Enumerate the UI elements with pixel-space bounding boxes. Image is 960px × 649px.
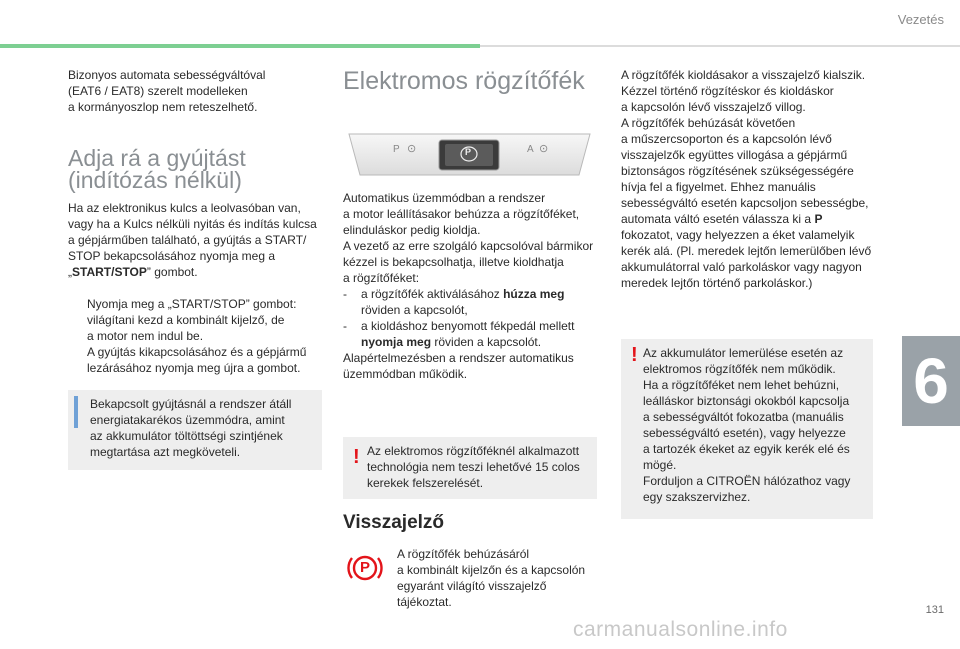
page-number: 131 (925, 604, 944, 616)
chapter-tab: 6 (902, 336, 960, 426)
watermark: carmanualsonline.info (573, 618, 788, 641)
panel-label-p-center: P (465, 147, 472, 157)
warning-icon: ! (631, 344, 638, 366)
ignition-steps (68, 296, 318, 376)
parking-brake-panel-illustration (343, 126, 596, 181)
info-icon (74, 396, 78, 428)
panel-label-circle-right: ⊙ (539, 143, 549, 155)
panel-label-circle-left: ⊙ (407, 143, 417, 155)
panel-label-a-right: A (527, 144, 534, 155)
parking-brake-paragraph: Automatikus üzemmódban a rendszer a motor leállításakor behúzza a rögzítőféket, elinduláskor pedig kioldja. A vezető az erre szolgáló kapcsolóval bármikor kézzel is bekapcsolhatja, illetve kioldhatja a rögzítőféket: - a rögzítőfék aktiválásához húzza meg röviden a kapcsolót, - a kioldáshoz benyomott fékpedál mellett nyomja meg röviden a kapcsolót. Alapértelmezésben a rendszer automatikus üzemmódban működik. (343, 191, 594, 381)
list-item: A gyújtás kikapcsolásához és a gépjármű lezárásához nyomja meg újra a gombot. (87, 345, 307, 375)
section-label: Vezetés (897, 12, 944, 27)
warning-box-wheels: ! Az elektromos rögzítőféknél alkalmazott technológia nem teszi lehetővé 15 colos kerekek felszerelését. (343, 437, 597, 499)
info-box: Bekapcsolt gyújtásnál a rendszer átáll energiatakarékos üzemmódra, amint az akkumulátor töltöttségi szintjének megtartása azt megköveteli. (68, 390, 322, 470)
intro-text: Bizonyos automata sebességváltóval (EAT6 / EAT8) szerelt modelleken a kormányoszlop nem reteszelhető. (68, 68, 266, 114)
panel-label-p-left: P (393, 144, 400, 155)
list-item: - a kioldáshoz benyomott fékpedál mellett nyomja meg röviden a kapcsolót. (343, 319, 575, 349)
indicator-text: A rögzítőfék behúzásáról a kombinált kijelzőn és a kapcsolón egyaránt világító visszajelző tájékoztat. (397, 547, 586, 609)
release-paragraph: A rögzítőfék kioldásakor a visszajelző kialszik. Kézzel történő rögzítéskor és kioldáskor a kapcsolón lévő visszajelző villog. A rögzítőfék behúzását követően a műszercsoporton és a kapcsolón lévő visszajelzők együttes villogása a gépjármű biztonságos rögzítésének szükségességére hívja fel a figyelmet. Ehhez manuális sebességváltó esetén kapcsoljon sebességbe, automata váltó esetén válassza ki a P fokozatot, vagy helyezzen a éket valamelyik kerék alá. (Pl. meredek lejtőn lemerülőben lévő akkumulátorral való parkoláskor vagy nagyon meredek lejtőn történő parkoláskor.) (621, 68, 872, 290)
warning-icon: ! (353, 446, 360, 468)
list-item: - a rögzítőfék aktiválásához húzza meg röviden a kapcsolót, (343, 287, 565, 317)
top-accent-bar (0, 44, 480, 48)
heading-indicator: Visszajelző (343, 512, 445, 533)
parking-brake-warning-light-icon: P (347, 550, 383, 586)
ignition-paragraph: Ha az elektronikus kulcs a leolvasóban van, vagy ha a Kulcs nélküli nyitás és indítás kulcsa a gépjárműben található, a gyújtás a START/ STOP bekapcsolásához nyomja meg a „START/STOP” gombot. (68, 201, 317, 279)
top-rule (480, 45, 960, 47)
heading-ignition: Adja rá a gyújtást (indítózás nélkül) (68, 145, 246, 193)
heading-parking-brake: Elektromos rögzítőfék (343, 67, 585, 95)
list-item: Nyomja meg a „START/STOP” gombot: világítani kezd a kombinált kijelző, de a motor nem indul be. (87, 297, 297, 343)
warning-box-battery: ! Az akkumulátor lemerülése esetén az elektromos rögzítőfék nem működik. Ha a rögzítőféket nem lehet behúzni, leálláskor biztonsági okokból kapcsolja a sebességváltót fokozatba (manuális sebességváltó esetén), vagy helyezze a tartozék ékeket az egyik kerék elé és mögé. Forduljon a CITROËN hálózathoz vagy egy szakszervizhez. (621, 339, 873, 519)
